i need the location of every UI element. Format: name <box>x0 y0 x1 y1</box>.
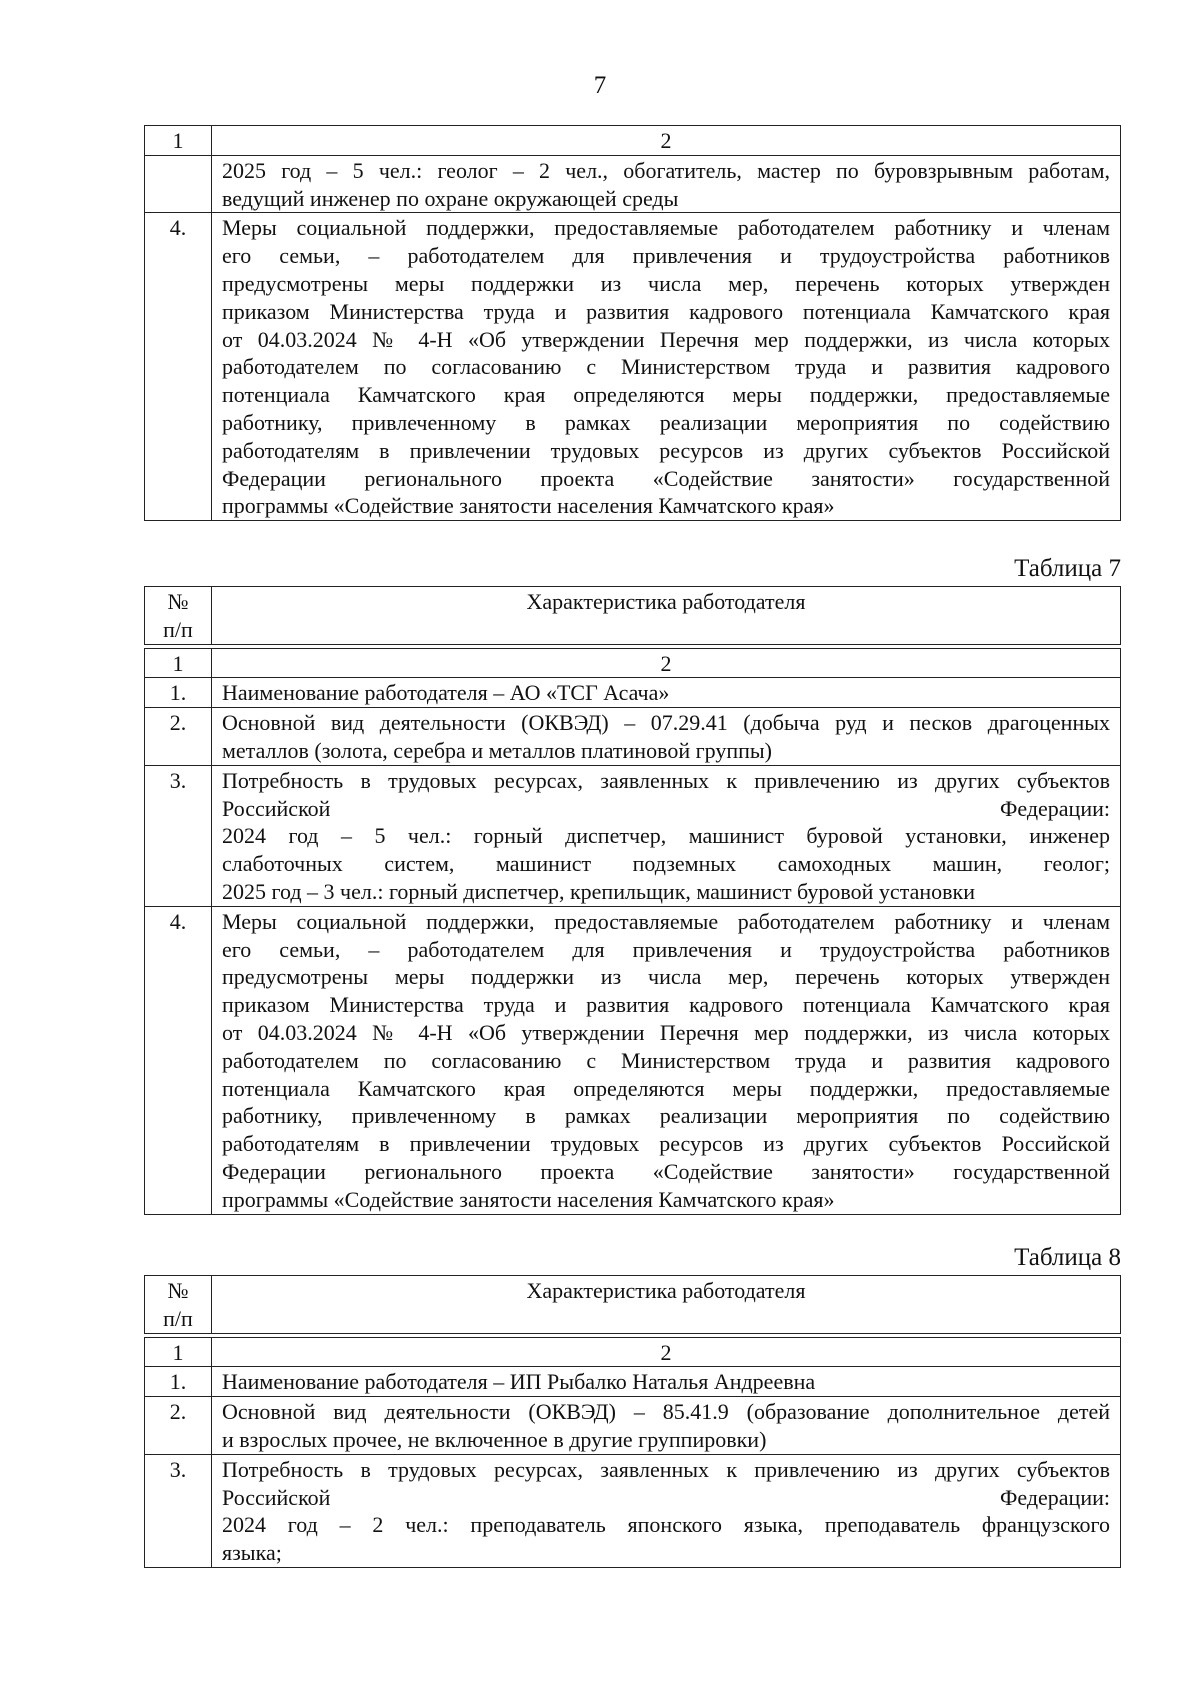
text-line: работодателям в привлечении трудовых ресурсов из других субъектов Российской <box>222 437 1110 463</box>
text-line: от 04.03.2024 № 4-Н «Об утверждении Перечня мер поддержки, из числа которых <box>222 326 1110 352</box>
text-line: предусмотрены меры поддержки из числа мер, перечень которых утвержден <box>222 270 1110 296</box>
row-number-cell <box>145 765 212 906</box>
row-text-cell <box>212 1397 1121 1455</box>
text-line: Наименование работодателя – АО «ТСГ Асача» <box>222 680 670 706</box>
table-7 <box>144 586 1121 1215</box>
header-title: Характеристика работодателя <box>526 589 806 614</box>
row-text-cell <box>212 678 1121 708</box>
text-line: работодателем по согласованию с Министерством труда и развития кадрового <box>222 354 1110 380</box>
row-number-cell <box>145 1367 212 1397</box>
text-line: Российской Федерации: <box>222 795 1110 821</box>
row-number-cell <box>145 1397 212 1455</box>
column-index-2 <box>212 648 1121 678</box>
text-line: Федерации регионального проекта «Содействие занятости» государственной <box>222 465 1110 491</box>
text-line: 2025 год – 5 чел.: геолог – 2 чел., обогатитель, мастер по буровзрывным работам, <box>222 157 1110 183</box>
table-row <box>145 213 1121 521</box>
table-row <box>145 155 1121 213</box>
column-index-label: 2 <box>660 1339 672 1365</box>
text-line: 2024 год – 5 чел.: горный диспетчер, машинист буровой установки, инженер <box>222 823 1110 849</box>
text-line: работнику, привлеченному в рамках реализации мероприятия по содействию <box>222 1103 1110 1129</box>
table-continued-body <box>145 126 1121 521</box>
row-text-cell <box>212 906 1121 1214</box>
row-number-cell <box>145 708 212 766</box>
header-number-label: № <box>167 589 189 614</box>
text-line: и взрослых прочее, не включенное в другие группировки) <box>222 1426 767 1452</box>
column-index-row <box>145 648 1121 678</box>
text-line: металлов (золота, серебра и металлов платиновой группы) <box>222 737 772 763</box>
table-row <box>145 765 1121 906</box>
text-line: 2024 год – 2 чел.: преподаватель японского языка, преподаватель французского <box>222 1512 1110 1538</box>
text-line: от 04.03.2024 № 4-Н «Об утверждении Перечня мер поддержки, из числа которых <box>222 1019 1110 1045</box>
column-index-label: 2 <box>660 128 672 153</box>
table-row <box>145 678 1121 708</box>
text-line: Потребность в трудовых ресурсах, заявленных к привлечению из других субъектов <box>222 767 1110 793</box>
row-number: 3. <box>169 1456 187 1482</box>
table-8-block <box>144 1275 1121 1568</box>
column-index-label: 1 <box>172 650 184 676</box>
header-number-label: п/п <box>163 1305 193 1331</box>
column-index-2 <box>212 1337 1121 1367</box>
row-text-cell <box>212 155 1121 213</box>
column-index-1 <box>145 126 212 156</box>
column-index-label: 1 <box>172 128 184 153</box>
text-line: 2025 год – 3 чел.: горный диспетчер, крепильщик, машинист буровой установки <box>222 878 975 904</box>
row-number-cell <box>145 678 212 708</box>
column-index-2 <box>212 126 1121 156</box>
row-text-cell <box>212 1454 1121 1567</box>
table-7-body <box>145 587 1121 1215</box>
table-row <box>145 1454 1121 1567</box>
header-number-cell <box>145 1276 212 1334</box>
row-number-cell <box>145 155 212 213</box>
header-number-label: № <box>167 1278 189 1303</box>
row-number: 1. <box>169 680 187 706</box>
text-line: программы «Содействие занятости населения Камчатского края» <box>222 493 835 519</box>
text-line: Наименование работодателя – ИП Рыбалко Наталья Андреевна <box>222 1369 816 1395</box>
text-line: приказом Министерства труда и развития кадрового потенциала Камчатского края <box>222 992 1110 1018</box>
row-text-cell <box>212 708 1121 766</box>
table-7-caption: Таблица 7 <box>1014 555 1121 582</box>
text-line: предусмотрены меры поддержки из числа мер, перечень которых утвержден <box>222 964 1110 990</box>
table-8 <box>144 1275 1121 1568</box>
text-line: приказом Министерства труда и развития кадрового потенциала Камчатского края <box>222 298 1110 324</box>
text-line: Основной вид деятельности (ОКВЭД) – 07.29.41 (добыча руд и песков драгоценных <box>222 710 1110 736</box>
text-line: работнику, привлеченному в рамках реализации мероприятия по содействию <box>222 409 1110 435</box>
row-number-cell <box>145 1454 212 1567</box>
column-index-label: 2 <box>660 650 672 676</box>
text-line: Основной вид деятельности (ОКВЭД) – 85.41.9 (образование дополнительное детей <box>222 1399 1110 1425</box>
row-text-cell <box>212 213 1121 521</box>
text-line: потенциала Камчатского края определяются меры поддержки, предоставляемые <box>222 1075 1110 1101</box>
row-number: 1. <box>169 1369 187 1395</box>
column-index-row <box>145 1337 1121 1367</box>
row-number: 4. <box>169 215 187 241</box>
table-continued <box>144 125 1121 521</box>
header-title-cell <box>212 587 1121 645</box>
text-line: Российской Федерации: <box>222 1484 1110 1510</box>
text-line: его семьи, – работодателем для привлечения и трудоустройства работников <box>222 243 1110 269</box>
text-line: Потребность в трудовых ресурсах, заявленных к привлечению из других субъектов <box>222 1456 1110 1482</box>
row-text-cell <box>212 765 1121 906</box>
text-line: Меры социальной поддержки, предоставляемые работодателем работнику и членам <box>222 908 1110 934</box>
row-number: 2. <box>169 710 187 736</box>
row-text-cell <box>212 1367 1121 1397</box>
header-title: Характеристика работодателя <box>526 1278 806 1303</box>
table-8-caption: Таблица 8 <box>1014 1244 1121 1271</box>
text-line: программы «Содействие занятости населения Камчатского края» <box>222 1186 835 1212</box>
text-line: языка; <box>222 1540 282 1566</box>
table-7-block <box>144 586 1121 1215</box>
row-number: 4. <box>169 908 187 934</box>
column-index-1 <box>145 1337 212 1367</box>
row-number-cell <box>145 213 212 521</box>
column-index-row <box>145 126 1121 156</box>
header-number-label: п/п <box>163 616 193 642</box>
header-number-cell <box>145 587 212 645</box>
text-line: Меры социальной поддержки, предоставляемые работодателем работнику и членам <box>222 215 1110 241</box>
table-row <box>145 906 1121 1214</box>
row-number: 2. <box>169 1399 187 1425</box>
table-header-row <box>145 1276 1121 1334</box>
page-number: 7 <box>593 72 607 99</box>
text-line: Федерации регионального проекта «Содействие занятости» государственной <box>222 1158 1110 1184</box>
text-line: ведущий инженер по охране окружающей среды <box>222 185 679 211</box>
text-line: работодателям в привлечении трудовых ресурсов из других субъектов Российской <box>222 1131 1110 1157</box>
header-title-cell <box>212 1276 1121 1334</box>
row-number: 3. <box>169 767 187 793</box>
table-continued-block <box>144 125 1121 521</box>
text-line: работодателем по согласованию с Министерством труда и развития кадрового <box>222 1047 1110 1073</box>
table-row <box>145 708 1121 766</box>
text-line: его семьи, – работодателем для привлечения и трудоустройства работников <box>222 936 1110 962</box>
row-number-cell <box>145 906 212 1214</box>
table-row <box>145 1367 1121 1397</box>
text-line: слаботочных систем, машинист подземных самоходных машин, геолог; <box>222 851 1110 877</box>
column-index-label: 1 <box>172 1339 184 1365</box>
table-header-row <box>145 587 1121 645</box>
table-8-body <box>145 1276 1121 1568</box>
column-index-1 <box>145 648 212 678</box>
table-row <box>145 1397 1121 1455</box>
text-line: потенциала Камчатского края определяются меры поддержки, предоставляемые <box>222 382 1110 408</box>
